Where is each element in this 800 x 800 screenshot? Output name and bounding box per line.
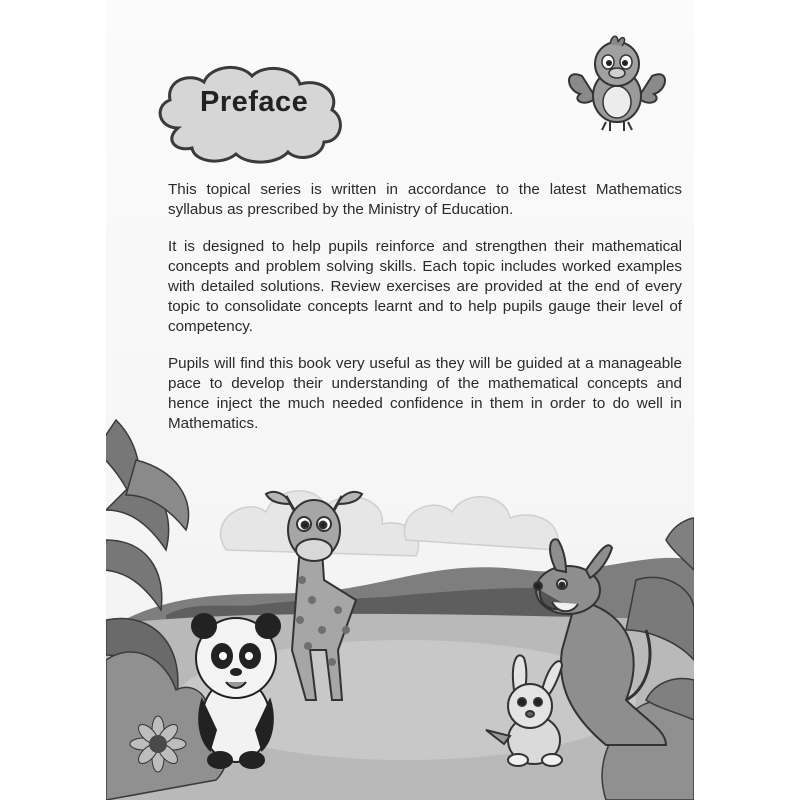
jungle-scene [106,400,694,800]
paragraph-3: Pupils will find this book very useful as they will be guided at a manageable pace to develop their understanding of the mathematical concepts and hence inject the much needed confidence in them in order to do well in Mathematics. [168,355,682,432]
paragraph-2: It is designed to help pupils reinforce and strengthen their mathematical concepts and problem solving skills. Each topic includes worked examples with detailed solutions. Review exercises are provided at the end of every topic to consolidate concepts learnt and to help pupils gauge their level of competency. [168,238,682,335]
bird-icon [562,28,672,138]
paragraph-1: This topical series is written in accordance to the latest Mathematics syllabus as prescribed by the Ministry of Education. [168,181,682,218]
page-title: Preface [200,86,309,118]
